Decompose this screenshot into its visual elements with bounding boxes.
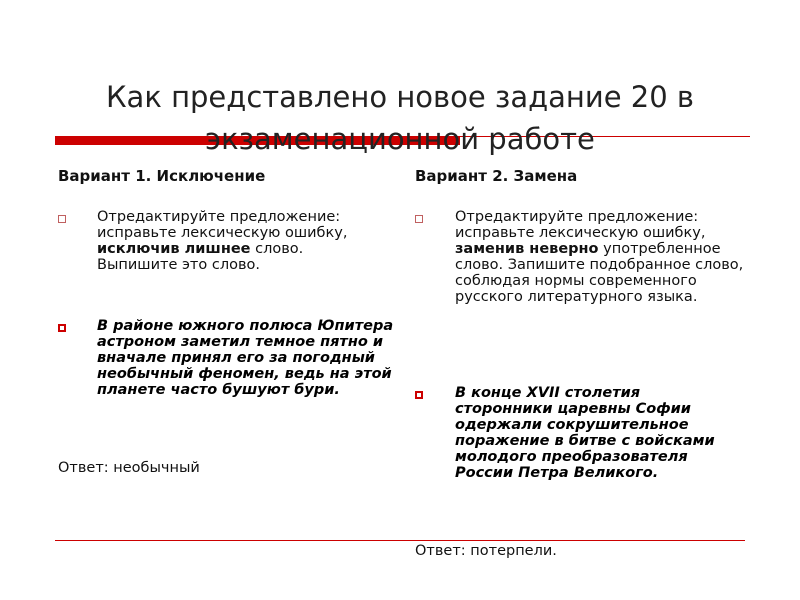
variant2-answer: Ответ: потерпели.	[415, 543, 557, 559]
bottom-divider-line	[55, 540, 745, 541]
variant1-sentence: В районе южного полюса Юпитера астроном заметил темное пятно и вначале принял его за погодный необычный феномен, ведь на этой планете часто бушуют бури.	[97, 318, 394, 398]
slide-title: Как представлено новое задание 20 в экзаменационной работе	[105, 80, 695, 156]
hollow-square-bullet-icon	[415, 215, 423, 223]
variant1-answer: Ответ: необычный	[58, 460, 200, 476]
variant2-instruction: Отредактируйте предложение: исправьте лексическую ошибку, заменив неверно употребленное слово. Запишите подобранное слово, соблюдая нормы современного русского литературного языка.	[455, 209, 744, 305]
variant2-sentence: В конце XVII столетия сторонники царевны Софии одержали сокрушительное поражение в битве с войсками молодого преобразователя России Петра Великого.	[455, 385, 715, 481]
variant2-heading: Вариант 2. Замена	[415, 167, 578, 185]
red-square-bullet-icon	[58, 324, 66, 332]
variant1-instruction: Отредактируйте предложение: исправьте лексическую ошибку, исключив лишнее слово. Выпишите это слово.	[97, 209, 348, 273]
variant1-heading: Вариант 1. Исключение	[58, 167, 266, 185]
hollow-square-bullet-icon	[58, 215, 66, 223]
red-square-bullet-icon	[415, 391, 423, 399]
